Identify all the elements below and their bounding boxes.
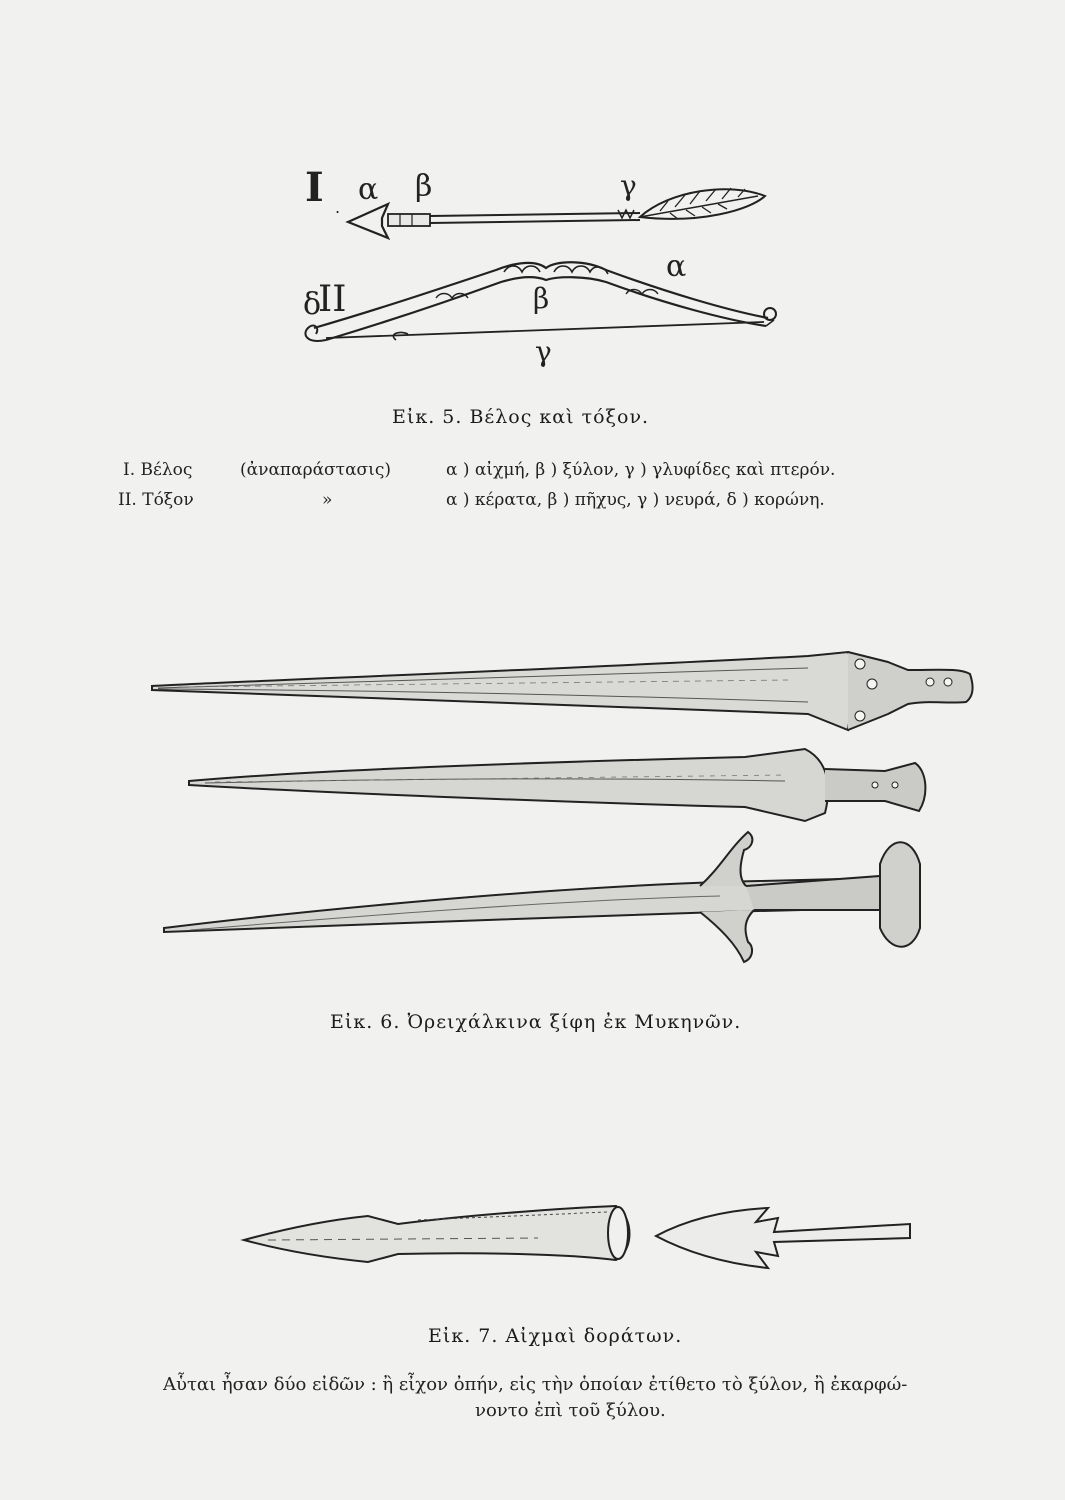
legend-label-bow: II. Τόξον bbox=[118, 490, 194, 510]
legend-row-arrow bbox=[123, 460, 836, 480]
figure-7-text-line-1: Αὗται ἦσαν δύο εἰδῶν : ἢ εἶχον ὀπήν, εἰς τὴν ὁποίαν ἐτίθετο τὸ ξύλον, ἢ ἐκαρφώ- bbox=[163, 1374, 908, 1395]
bow-drawing bbox=[296, 250, 796, 360]
arrow-dot: . bbox=[335, 198, 341, 217]
spearhead-tanged-drawing bbox=[650, 1198, 920, 1288]
sword-2-drawing bbox=[185, 745, 945, 835]
figure-5-caption: Εἰκ. 5. Βέλος καὶ τόξον. bbox=[392, 406, 650, 428]
bow-label-alpha: α bbox=[666, 249, 687, 284]
arrow-drawing bbox=[340, 180, 770, 260]
arrow-label-gamma: γ bbox=[620, 169, 637, 202]
bow-label-beta: β bbox=[533, 282, 550, 315]
legend-note-arrow: (ἀναπαράστασις) bbox=[240, 460, 391, 480]
bow-numeral-label: II bbox=[318, 279, 347, 320]
bow-label-gamma: γ bbox=[535, 335, 552, 368]
arrow-numeral-label: I bbox=[305, 164, 324, 211]
legend-label-arrow: I. Βέλος bbox=[123, 460, 193, 480]
bow-label-delta: δ bbox=[303, 287, 322, 322]
legend-note-bow: » bbox=[322, 490, 333, 510]
arrow-label-alpha: α bbox=[358, 172, 379, 207]
figure-7-text-line-2: νοντο ἐπὶ τοῦ ξύλου. bbox=[475, 1400, 666, 1421]
legend-parts-arrow: α ) αἰχμή, β ) ξύλον, γ ) γλυφίδες καὶ πτερόν. bbox=[446, 460, 836, 480]
figure-7-caption: Εἰκ. 7. Αἰχμαὶ δοράτων. bbox=[428, 1325, 683, 1347]
legend-row-bow bbox=[118, 490, 825, 510]
figure-6-caption: Εἰκ. 6. Ὀρειχάλκινα ξίφη ἐκ Μυκηνῶν. bbox=[330, 1011, 742, 1033]
arrow-label-beta: β bbox=[415, 169, 433, 204]
sword-3-drawing bbox=[160, 828, 960, 968]
sword-1-drawing bbox=[148, 640, 978, 750]
legend-parts-bow: α ) κέρατα, β ) πῆχυς, γ ) νευρά, δ ) κορώνη. bbox=[446, 490, 825, 510]
spearhead-socketed-drawing bbox=[238, 1198, 638, 1288]
